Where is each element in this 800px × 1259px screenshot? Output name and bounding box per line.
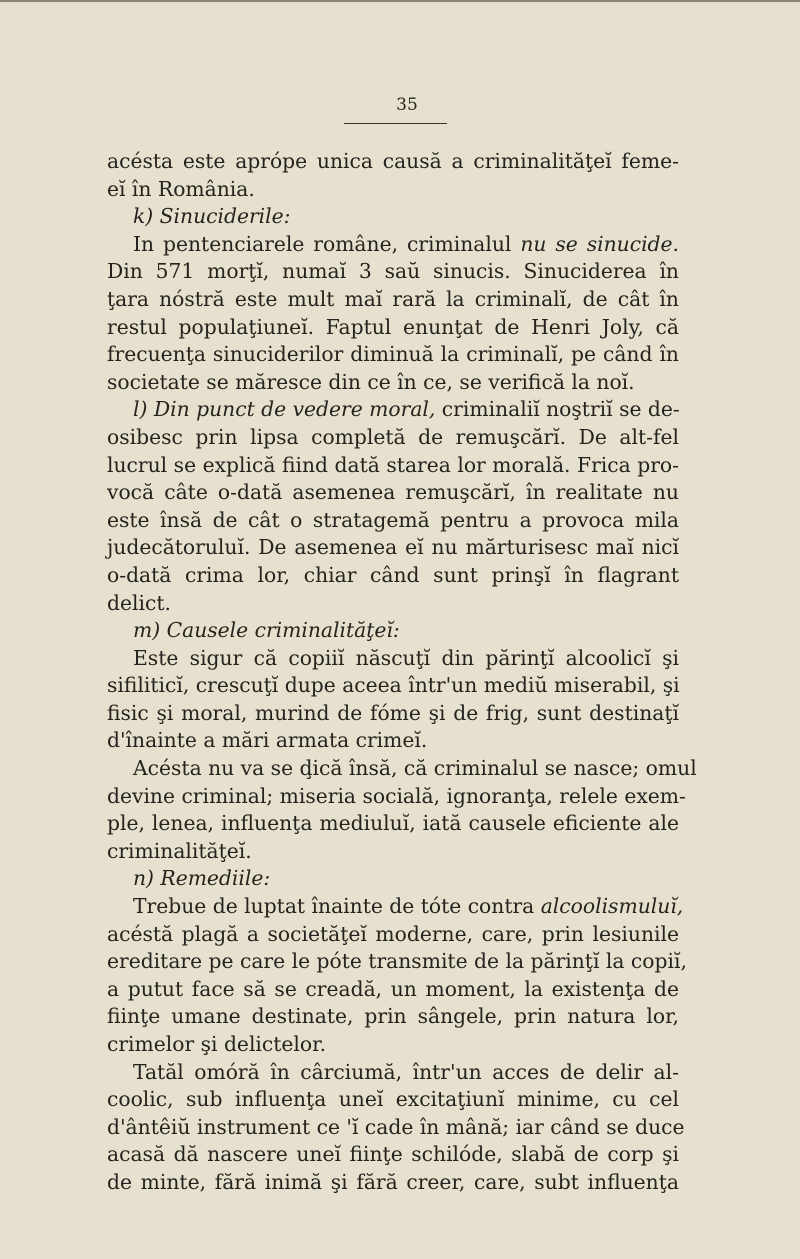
text-segment: de minte, fără inimă şi fără creer, care, subt influenţa — [107, 1169, 679, 1194]
text-segment: lucrul se explică fiind dată starea lor morală. Frica pro- — [107, 452, 679, 477]
text-segment: Tatăl omóră în cârciumă, într'un acces de delir al- — [133, 1059, 679, 1084]
text-segment: d'ântêiŭ instrument ce 'ĭ cade în mână; iar când se duce — [107, 1114, 685, 1139]
text-segment: ereditare pe care le póte transmite de la părinţĭ la copiĭ, — [107, 949, 687, 974]
text-line — [107, 396, 679, 424]
text-line — [107, 645, 679, 673]
text-segment: n) Remediile: — [133, 866, 271, 891]
text-line — [107, 865, 679, 893]
text-line — [107, 314, 679, 342]
header-rule — [344, 123, 447, 124]
text-line — [107, 479, 679, 507]
text-segment: judecătoruluĭ. De asemenea eĭ nu mărturisesc maĭ nicĭ — [107, 535, 679, 560]
text-segment: criminalităţeĭ. — [107, 838, 252, 863]
text-segment: osibesc prin lipsa completă de remuşcărĭ. De alt-fel — [107, 424, 679, 449]
text-line — [107, 755, 697, 783]
text-segment: Acésta nu va se ḑică însă, că criminalul se nasce; omul — [133, 756, 697, 781]
text-line — [107, 452, 679, 480]
text-line — [107, 893, 684, 921]
text-line — [107, 148, 679, 176]
text-line — [107, 672, 679, 700]
text-segment: fisic şi moral, murind de fóme şi de frig, sunt destinaţĭ — [107, 700, 679, 725]
text-line — [107, 1003, 679, 1031]
text-line — [107, 1114, 685, 1142]
text-line — [107, 507, 679, 535]
text-line — [107, 258, 679, 286]
text-segment: Este sigur că copiiĭ născuţĭ din părinţĭ alcoolicĭ şi — [133, 645, 679, 670]
text-segment: societate se măresce din ce în ce, se verifică la noĭ. — [107, 369, 635, 394]
text-segment: acéstă plagă a societăţeĭ moderne, care, prin lesiunile — [107, 921, 679, 946]
text-line — [107, 424, 679, 452]
text-line — [107, 976, 679, 1004]
text-segment: este însă de cât o stratagemă pentru a provoca mila — [107, 507, 679, 532]
text-line — [107, 1059, 679, 1087]
text-line — [107, 534, 679, 562]
text-segment: crimelor şi delictelor. — [107, 1032, 327, 1056]
text-line — [107, 1141, 679, 1169]
text-segment: devine criminal; miseria socială, ignoranţa, relele exem- — [107, 783, 686, 808]
text-segment: Trebue de luptat înainte de tóte contra — [133, 894, 541, 919]
text-line — [107, 341, 679, 369]
text-segment: restul populaţiuneĭ. Faptul enunţat de Henri Joly, că — [107, 314, 679, 339]
text-segment: delict. — [107, 590, 171, 615]
text-line — [107, 286, 679, 314]
text-line — [107, 700, 679, 728]
text-segment: frecuenţa sinuciderilor diminuă la criminalĭ, pe când în — [107, 342, 679, 367]
text-line — [107, 948, 687, 976]
text-line — [107, 617, 679, 645]
text-line — [107, 176, 679, 204]
italic-segment: nu se sinucide. — [520, 231, 679, 256]
text-segment: l) Din punct de vedere moral, — [133, 397, 436, 422]
text-segment: fiinţe umane destinate, prin sângele, prin natura lor, — [107, 1004, 679, 1029]
text-segment: Din 571 morţĭ, numaĭ 3 saŭ sinucis. Sinuciderea în — [107, 259, 679, 284]
text-segment: m) Causele criminalităţeĭ: — [133, 618, 400, 643]
text-segment: ple, lenea, influenţa mediuluĭ, iată causele eficiente ale — [107, 811, 679, 836]
text-segment: a putut face să se creadă, un moment, la existenţa de — [107, 976, 679, 1001]
text-line — [107, 231, 679, 259]
text-segment: o-dată crima lor, chiar când sunt prinşĭ în flagrant — [107, 562, 679, 587]
text-line — [107, 1031, 679, 1059]
text-segment: acésta este aprópe unica causă a criminalităţeĭ feme- — [107, 149, 679, 173]
text-segment: criminaliĭ noştriĭ se de- — [435, 397, 680, 422]
text-segment: acasă dă nascere uneĭ fiinţe schilóde, slabă de corp şi — [107, 1142, 679, 1167]
text-segment: vocă câte o-dată asemenea remuşcărĭ, în realitate nu — [107, 480, 679, 505]
page-number: 35 — [396, 95, 418, 115]
text-line — [107, 838, 679, 866]
text-line — [107, 783, 686, 811]
text-segment: In pentenciarele române, criminalul — [133, 231, 521, 256]
text-line — [107, 921, 679, 949]
top-edge-line — [0, 0, 800, 2]
text-line — [107, 1169, 679, 1197]
text-segment: coolic, sub influenţa uneĭ excitaţiunĭ minime, cu cel — [107, 1087, 679, 1112]
text-segment: k) Sinuciderile: — [133, 204, 291, 229]
text-segment: sifiliticĭ, crescuţĭ dupe aceea într'un mediŭ miserabil, şi — [107, 673, 680, 698]
text-segment: eĭ în România. — [107, 176, 255, 201]
text-line — [107, 203, 679, 231]
text-line — [107, 590, 679, 618]
text-line — [107, 562, 679, 590]
italic-segment: alcoolismuluĭ, — [540, 894, 684, 919]
body-text — [107, 148, 697, 1197]
text-line — [107, 1086, 679, 1114]
text-line — [107, 369, 679, 397]
text-segment: ţara nóstră este mult maĭ rară la criminalĭ, de cât în — [107, 286, 679, 311]
text-line — [107, 810, 679, 838]
text-line — [107, 727, 679, 755]
text-segment: d'înainte a mări armata crimeĭ. — [107, 728, 428, 753]
